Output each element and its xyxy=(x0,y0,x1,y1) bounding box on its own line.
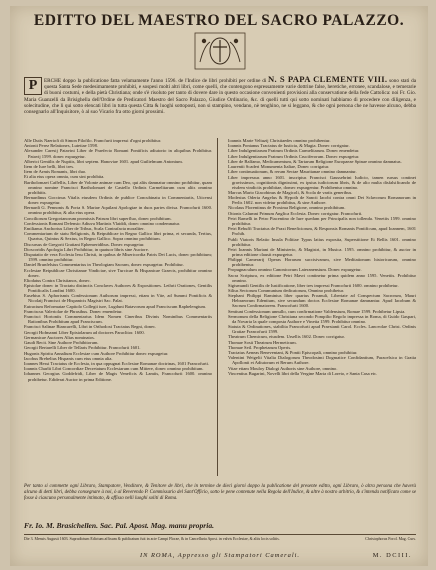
book-entry: Alle Dutis Naeriofi di Simon Pilofilo. Francfurti impressi d'ogni prohibitur. xyxy=(24,138,162,143)
book-entry: Petri Rebuffi Tractatus de Praxi Beneficiorum, & Responsis Romanis Pontificum, apud Ioannem, 1601 Prohib. xyxy=(228,226,416,237)
intro-text-before: ERCHE doppo la publicatione fatta velamamente l'anno 1596. de l'Indice de libri prohibiti per ordine di xyxy=(44,78,267,84)
book-entry: Thomae Seil. Prophetarum Operis. xyxy=(228,344,292,350)
book-entry: Georgii Bertarelli Liber de Tellaris Prohibitur. Francofurti 1601. xyxy=(24,345,141,351)
book-entry: Philippi Camerarij Operas Horarum succisivarum, sive Meditationum historicarum, omnino prohibentur. xyxy=(228,257,416,268)
book-entry: Sentiunt Confessionum unnullo, cum confirmatione Valdensium, Romae 1599. Prohibetur Lipsia. xyxy=(228,308,406,314)
book-entry: Liber impressus anno 1601. inscriptus Francisci Gaussebrini Iudicio, tamen rursus continet gravissimos, cognitionis dignissimi, ex ipsius iudiciorum libris, & de alio multa disfalsificando de eisdem vindiciis prohibitae, domec expurgentur. Prohibentur omnino. xyxy=(228,174,416,190)
book-entry: Sermonum della Religione Christiana secondo Pompilio Regolo impressa in Roma, di Guido Gaspari, da Novaria la quale composta Authore e Vinetia 1599. Prohibitur omnino. xyxy=(228,313,416,324)
book-entry: Modestus Oderia Angelus & Hypoth de Sancti Iacobi contra omni Dei Sclavorum Romanorum in Perlis 1602. non videtur prohibitus, & sine Authore. xyxy=(228,195,416,206)
book-entry: Daniel Brunfelsius Commentarius in Theologiam Sacram, donec expurgetur. Prohibitur. xyxy=(24,262,184,268)
book-entry: Georgii Hofmanni Liber Epistolarum ad doctores Paraclitor. 1600. xyxy=(24,329,145,335)
book-entry: Petri Ramelli in Petro Piacentino de Iure quedam per Principalis non tollenda. Venetiis 1599. omnino prohibitur. xyxy=(228,215,416,226)
printer-imprint: IN ROMA, Appresso gli Stampatori Camerali. xyxy=(139,552,301,559)
book-entry: Bernardi G. Pennonis & Porta S. Mariae Aquilani Apologiae in duos partes divisa. Francofurti 1600. omnino prohibitur, & alia eius opera. xyxy=(24,205,212,216)
column-divider xyxy=(217,138,218,476)
book-entry: Hugonis Spiritu Annalium Ecclesiae cum Authore Prohibitur donec expurgetur. xyxy=(24,350,169,356)
book-entry: Tractatus Aeneas Beneventani, & Pontii Episcopali, omnino prohibitur. xyxy=(228,350,358,356)
book-entry: Publi Viatoris Relatio Insula Politiae Typus latius exposita, Superstitione Et Bellis 1601. omnino prohibitur. xyxy=(228,236,416,247)
book-entry: Alberici Gentilis de Nuptiis, libri septem. Hanoviae 1601. apud Guilielmum Antonium. xyxy=(24,158,183,164)
book-entry: Alexander Caresij Patavini Liber de Praefecto Romani Pontificis adiutorio in aliquibus Prohibitur. Patavij 1599. donec expurgetur. xyxy=(24,148,212,159)
book-entry: Iacobus Brebelius Hispanis cum eius omnia alia. xyxy=(24,355,113,361)
book-entry: Eutracium Reformatae Capitolo Collegii iure, Lugduni Batavorum apud Franciscum Raphelengium. xyxy=(24,303,207,309)
book-entry: Liber Indulgentiarum Fratrum Ordinis Carmelitarum. Donec emendetur. xyxy=(228,148,360,154)
book-entry: Ecclesiae Reipublicae Christianae Vindiciae, sive Turcicae & Hispanicae Graecis, prohibitur omnino donec. xyxy=(24,267,212,278)
book-list-left xyxy=(24,138,212,478)
book-entry: Liber de Balfamo, Medicamentum, & Tartarum Religione Europaeae Spinae omnino damnatus. xyxy=(228,158,402,164)
book-entry: Thomae Sosii Theatrum Hermeticum. xyxy=(228,339,297,345)
book-entry: Vitae etiam Mouloy Dialogi Authoris sine Authore, omnino. xyxy=(228,365,338,371)
book-entry: Francisci Hortoniis Commentarius Idem Nomen Cineribus Divinis Nominibus Commentariis Rationibus Prohibitum apud Franciscum. xyxy=(24,314,212,325)
book-entry: Laurentii Scaderi Monumenta Italiae, Donec corrigatur. xyxy=(228,164,330,170)
book-entry: Petri Ioannis Mariani de Ministerio, & Magistri, in Musica. 1595. omnino prohibitur, & auctor in prima editione clausit expurgetur. xyxy=(228,246,416,257)
book-entry: Gaudi Recit. Sine Authore Prohibitorum. xyxy=(24,340,99,346)
book-entry: Bernardinus Goccinus Vitalis eiusdem Ordinis de publice Concubinatu in Commentariis, Uticensi donec expurgetur. xyxy=(24,195,212,206)
book-entry: Nicolaus Florentinus de Proxima Religione, omnino prohibitum. xyxy=(228,205,346,211)
book-entry: Ioannis Pontanus Tractatus de Iusticia, & Magia. Donec corrigatur. xyxy=(228,143,350,149)
book-entry: Ioannis Marie Veltuzij Christiaedes omnino prohibentur. xyxy=(228,138,331,143)
cursor-note: Christophorus Forol. Mag. Curs. xyxy=(365,537,416,541)
drop-cap: P xyxy=(24,77,42,95)
book-entry: Liber Indulgentiarum Fratrum Ordinis Cruciferorum. Donec expurgetur. xyxy=(228,153,360,159)
book-entry: Valentini Weigelii Vitalia Dialogorum Theodosimi Dogmatice Confidantium, Paracelsica in Gratia Apollonii et Adiutorum et Rerum Authore. xyxy=(228,355,416,366)
book-entry: Iohannes Georgius Goddefridi, Liber de Magis Veneficis & Lamiis, Francofurti 1600. omnino prohibetur. Ediderat Auctor in prima Editione. xyxy=(24,371,212,382)
book-entry: Sigismundi Gentilis de Iustificatione, liber tres impressi Francofurti 1600. omnino prohibetur. xyxy=(228,282,399,288)
intro-paragraph xyxy=(24,76,416,115)
book-entry: Dioscoridis Apologia Libri Prohibitur, in quatuor libris sine Auctore. xyxy=(24,246,149,252)
book-entry: Statuta & Ordinationes, stabilita Francofurti apud Praestanti Carol. Eccles. Lanceolae Christ. Ordinis Gratiae Francofurti 1599. xyxy=(228,324,416,335)
book-entry: Sacra Scriptura, ex editione Petri Mavri continetur prima quidem anno 1595. Venetiis. Prohibitur omnino. xyxy=(228,272,416,283)
publication-note: Die 3. Mensis Augusti 1603. Supradictum Edictum affixum & publicatum fuit in acie Campi Florae, & in Cancellaria Apost. in valvis Ecclesiae, & aliis locis solitis. xyxy=(24,537,280,541)
book-entry: Germanicae Auctores Alias nominatos. xyxy=(24,334,95,340)
book-entry: Item de Iure belli, libri tres. xyxy=(24,163,75,169)
book-entry: Commentarium de statu Religionis, & Reipublicae in Regno Gallico libri prima, et secunda, Tertius, Quartus, Quintus & Sextus, in Regno Gallico. Sopra omnino prohibitum. xyxy=(24,231,212,242)
book-entry: Eliodatus Contra Christianos, donec. xyxy=(24,277,91,283)
book-entry: Disputatio de vera Ecclesia Iesu Christi, in quibus de Misericordia Patris Dei Lucis, donec prohibitum; 1599. omnino prohibitur. xyxy=(24,252,212,263)
book-entry: Vincentius Bugarini, Novelli libri della Vergine Maria di Loreto, e Santa Casa etc. xyxy=(228,370,378,376)
book-entry: Ioannes Hessi Tractatus de Ecclesia, in qua oppugnat Ecclesiae Romanae doctrinas, 1601 Francofurti. xyxy=(24,361,209,367)
book-entry: Marcus Mario Giacobinus de Magicoli, & Scola de variis generibus. xyxy=(228,189,353,195)
book-entry: Antonii Perez Relationes, Lutetiae 1598. xyxy=(24,143,98,149)
closing-paragraph: Per tanto si commette ogni Libraro, Stampatore, Venditore, & Tenitore de libri, che in termine de dieci giorni doppo la publicatione del presente editto, ogni Libraro, ò altra persona che haverà alcuno di detti libri, debba consegnare à noi, ò al Reverendo P. Commissario del Sant'Officio, sotto le pene contenute nella Regola dell'Indice, & altre à nostro arbitrio, & s'intenda notificato come se fosse à ciascuno personalmente intimato, & affisso nelli luoghi soliti di Roma. xyxy=(24,484,416,501)
book-entry: Discursus de Gregorii Gratiani Ephemeridibus. Donec expurgetur. xyxy=(24,241,145,247)
book-entry: Confessionis Romani Defensio Adiuva Martinis Vlaiddi, donec omnino condemnatur. xyxy=(24,220,181,226)
book-entry: Bartholomaei Caffellis, Liber de Volonte animae cum Deo, qui aliis damnatur omnino prohibitur, quam omnino nomine Francisci Bartholomaei de Castello Ordinis Carmelitarum cum aliis omnino prohibitis. xyxy=(24,179,212,195)
print-year: M. DCIII. xyxy=(372,552,412,559)
intro-papal-name: N. S PAPA CLEMENTE VIII. xyxy=(268,74,388,84)
book-entry: Et alia eius opera omnia, cum sint prohibita. xyxy=(24,174,105,180)
papal-emblem-icon xyxy=(194,32,246,70)
footer-divider xyxy=(24,534,416,535)
book-entry: Theatrum Chemicum, eiusdem. Ursellis 1602. Donec corrigatur. xyxy=(228,334,345,340)
book-entry: Francisci Salinae Biancarelli, Libri in Orthodoxi Tractatus Regni, donec. xyxy=(24,324,157,330)
book-entry: Conciliorum Gregorianorum promissis Patrum libri superfluo, donec prohibitum. xyxy=(24,215,172,221)
book-entry: Propugnaculum omnino Canonicorum Lateranensium. Donec expurgetur. xyxy=(228,267,362,273)
page-title: EDITTO DEL MAESTRO DEL SACRO PALAZZO. xyxy=(33,12,405,29)
book-entry: Silius Sectorum Communium dedicatorum, Omnino prohibetur. xyxy=(228,288,345,294)
book-entry: Liber continuationum, & rerum Sectae Mauritanae omnino damnantur. xyxy=(228,169,357,175)
book-entry: Franciscus Valeriolae de Phrasibus. Donec emendetur. xyxy=(24,308,123,314)
intro-text-after: sono stati da questa Santa Sede medesimamente prohibiti, e sospesi molti altri libri, come quelli, che contengono espressamente varie dottrine false, heretiche, erronee, scandalose, e temerarie di buoni costumi, e della pietà Christiana; onde s'è risoluto per tanto di dovere dare in questo occasione convenienti provisioni alla conservatione della fede Cattolica: noi Fr. Gio. Maria Guanzelli da Brisighella dell'Ordine de Predicatori Maestro del Sacro Palazzo, Giudice Ordinario, &c. di quelli tutti qui sotto nominati habbiamo di procedere con diligenza, e solecitudine, che li qui sotto elencati libri in tutta questa Citta & luoghi sottoposti, non si stampino, vendano, nè tenghino, ne si leggano, & che ogni persona che ne havesse alcuno, debba consegnarlo all'Inquisitore, ò al suo Vicario fra otto giorni prossimi. xyxy=(24,78,416,116)
book-entry: Ottonis Calumni Primum Anglica Ecclesia. Donec corrigatur. Francofurti. xyxy=(228,210,363,216)
book-entry: Epistolae donec in Tractatu distinctis Conclaves Authores & Expositiones. Lethrii Orationes, Gentilis Pontificalis Londini 1600. xyxy=(24,283,212,294)
edict-sheet xyxy=(10,6,428,566)
book-list-columns xyxy=(24,138,416,478)
book-entry: Stephani Philippi Raminius liber quartus Proanuli, Libertate ad Conspectum Sacrorum, Mauri Hebraeorum Edentium, sive secundum doctos Ecclesiae Romanae damnantur. Apud Iacobum & Sacrum Confirmatorem. Francofurti 1600. xyxy=(228,293,416,309)
book-entry: Emilianus Anchorius Liber de Tribus, Scala Contrafacta moraliter. xyxy=(24,226,145,232)
book-list-right xyxy=(228,138,416,478)
book-entry: Item de Armis Romanis, libri duo. xyxy=(24,169,87,175)
book-entry: Ioannis Charlii Libri Concordiae Decretatum Ecclesiarum cum Mittere, donec omnino prohibitum. xyxy=(24,366,204,372)
book-entry: Eusebius S. Aphorismis Confessionum Authorum impressi, etiam in Vite, ad Summi Pontificis & Nicolaij Francisci de Hispanicis Magistri Sac. Palat. xyxy=(24,293,212,304)
signature: Fr. Io. M. Brasichellen. Sac. Pal. Apost. Mag. manu propria. xyxy=(24,521,215,530)
